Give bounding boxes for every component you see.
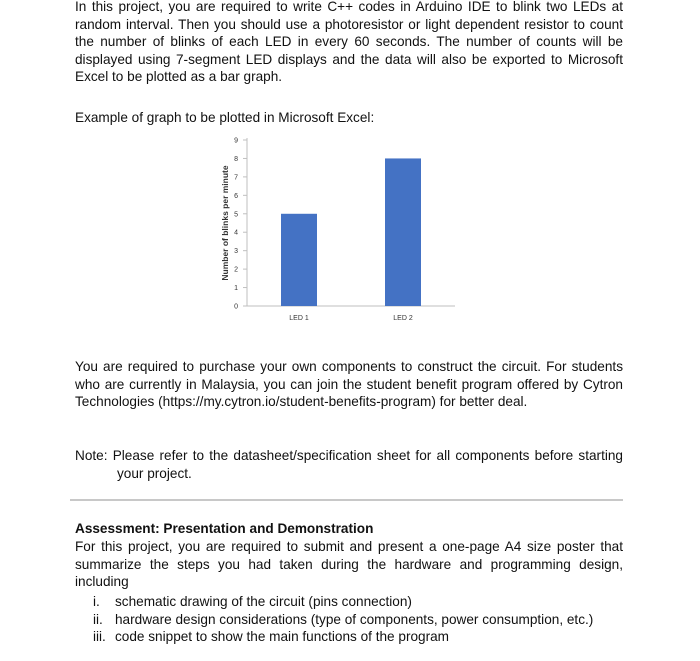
- list-item: [93, 628, 593, 646]
- list-item-text: schematic drawing of the circuit (pins connection): [115, 594, 412, 609]
- y-tick-label: 8: [234, 155, 238, 163]
- x-tick-label: LED 2: [393, 315, 413, 322]
- bar: [281, 214, 317, 306]
- assessment-list: [93, 593, 593, 646]
- list-item: [93, 593, 593, 611]
- note-block: [75, 447, 623, 482]
- list-item-text: hardware design considerations (type of components, power consumption, etc.): [115, 611, 594, 627]
- note-text: Note: Please refer to the datasheet/specification sheet for all components before starting your project.: [75, 448, 623, 481]
- list-item: [93, 611, 593, 629]
- list-item-number: iii.: [93, 629, 106, 645]
- bar-chart: [205, 128, 465, 340]
- purchase-paragraph: You are required to purchase your own components to construct the circuit. For students who are currently in Malaysia, you can join the student benefit program offered by Cytron Technologies (https://my.cytron.io/student-benefits-program) for better deal.: [75, 359, 623, 410]
- y-tick-label: 7: [234, 174, 238, 182]
- x-tick-label: LED 1: [289, 315, 309, 322]
- y-tick-label: 4: [234, 229, 238, 237]
- list-item-text: code snippet to show the main functions of the program: [115, 629, 449, 645]
- section-divider: [70, 499, 623, 501]
- intro-paragraph: In this project, you are required to write C++ codes in Arduino IDE to blink two LEDs at random interval. Then you should use a photoresistor or light dependent resistor to count the number of blinks of each LED in every 60 seconds. The number of counts will be displayed using 7-segment LED displays and the data will also be exported to Microsoft Excel to be plotted as a bar graph.: [75, 0, 623, 85]
- list-item-number: ii.: [93, 611, 103, 627]
- bar-chart-svg: [205, 128, 465, 340]
- list-item-number: i.: [93, 594, 100, 609]
- y-tick-label: 0: [234, 303, 238, 311]
- y-tick-label: 6: [234, 192, 238, 200]
- assessment-body: For this project, you are required to submit and present a one-page A4 size poster that summarize the steps you had taken during the hardware and programming design, including: [75, 539, 623, 590]
- assessment-title: Assessment: Presentation and Demonstration: [75, 521, 374, 536]
- y-tick-label: 9: [234, 137, 238, 145]
- y-tick-label: 5: [234, 211, 238, 219]
- y-tick-label: 3: [234, 248, 238, 256]
- y-tick-label: 1: [234, 285, 238, 293]
- bar: [385, 158, 421, 306]
- y-tick-label: 2: [234, 266, 238, 274]
- graph-caption: Example of graph to be plotted in Microsoft Excel:: [75, 110, 375, 125]
- y-axis-title: Number of blinks per minute: [220, 165, 230, 281]
